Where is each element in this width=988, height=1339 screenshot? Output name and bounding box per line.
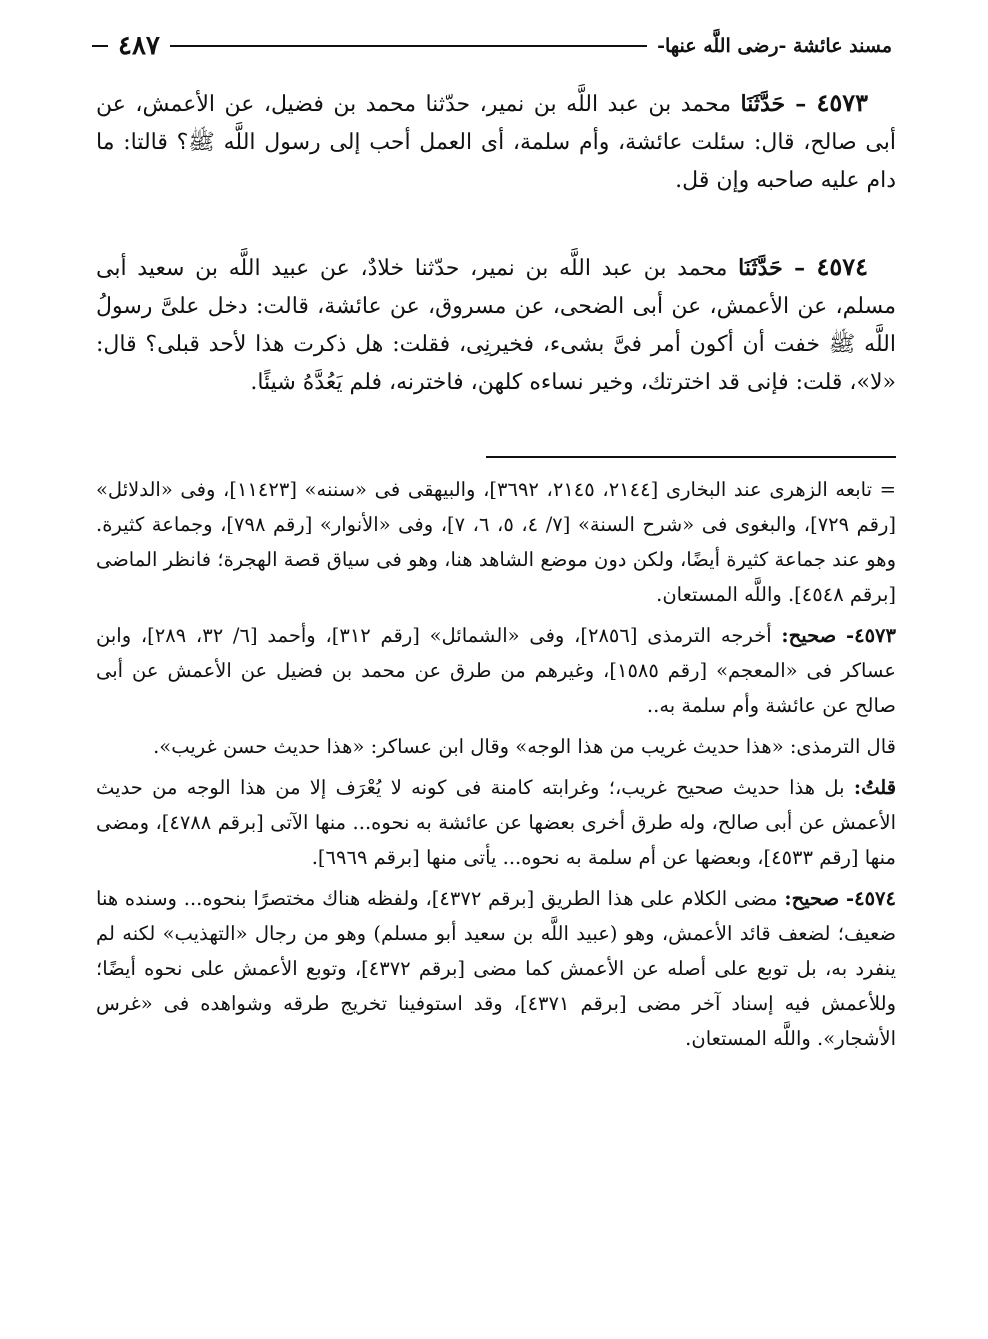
page-number: ٤٨٧ <box>118 31 160 61</box>
note-number: ٤٥٧٤- <box>846 887 896 910</box>
note-number: ٤٥٧٣- <box>846 624 896 647</box>
hadith-number: ٤٥٧٣ <box>816 88 868 117</box>
header-title: مسند عائشة -رضى اللَّه عنها- <box>657 35 892 57</box>
note-continuation: = تابعه الزهرى عند البخارى [٢١٤٤، ٢١٤٥، ٣٦٩٢]، والبيهقى فى «سننه» [١١٤٢٣]، وفى «الدلائل» [رقم ٧٢٩]، والبغوى فى «شرح السنة» [٧/ ٤، ٥، ٦، ٧]، وفى «الأنوار» [رقم ٧٩٨]، وجماعة كثيرة. وهو عند جماعة كثيرة أيضًا، ولكن دون موضع الشاهد هنا، وهو فى سياق قصة الهجرة؛ فانظر الماضى [برقم ٤٥٤٨]. واللَّه المستعان. <box>96 478 897 606</box>
note-qultu-label: قلتُ: <box>853 776 897 799</box>
note-grade: صحيح: <box>781 624 837 647</box>
hadith-4574-body: ٤٥٧٤ – حَدَّثَنَا محمد بن عبد اللَّه بن نمير، حدّثنا خلادٌ، عن عبيد اللَّه بن سعيد أبى مسلم، عن الأعمش، عن أبى الضحى، عن مسروق، عن عائشة، قالت: دخل علىَّ رسولُ اللَّه ﷺ خفت أن أكون أمر فىَّ بشىء، فخيرنِى، فقلت: هل ذكرت هذا لأحد قبلى؟ قال: «لا»، قلت: فإنى قد اخترتك، وخير نساءه كلهن، فاخترنه، فلم يَعُدَّهُ شيئًا. <box>96 252 896 395</box>
note-grade: صحيح: <box>784 887 840 910</box>
running-header <box>92 26 892 66</box>
header-dash <box>92 45 108 47</box>
hadith-4573 <box>96 84 896 200</box>
hadith-4574 <box>96 248 896 402</box>
note-text: أخرجه الترمذى [٢٨٥٦]، وفى «الشمائل» [رقم ٣١٢]، وأحمد [٦/ ٣٢، ٢٨٩]، وابن عساكر فى «المعجم» [رقم ١٥٨٥]، وغيرهم من طرق عن محمد بن فضيل عن الأعمش عن أبى صالح عن عائشة وأم سلمة به.. <box>96 624 896 717</box>
note-text: مضى الكلام على هذا الطريق [برقم ٤٣٧٢]، ولفظه هناك مختصرًا بنحوه... وسنده هنا ضعيف؛ لضعف قائد الأعمش، وهو (عبيد اللَّه بن سعيد أبو مسلم) وهو من رجال «التهذيب» لكنه لم ينفرد به، بل توبع على أصله عن الأعمش كما مضى [برقم ٤٣٧٢]، وتوبع الأعمش على نحوه أيضًا؛ وللأعمش فيه إسناد آخر مضى [برقم ٤٣٧١]، وقد استوفينا تخريج طرقه وشواهده فى «غرس الأشجار». واللَّه المستعان. <box>96 887 896 1050</box>
hadith-text: محمد بن عبد اللَّه بن نمير، حدّثنا محمد بن فضيل، عن الأعمش، عن أبى صالح، قال: سئلت عائشة، وأم سلمة، أى العمل أحب إلى رسول اللَّه ﷺ؟ قالتا: ما دام عليه صاحبه وإن قل. <box>96 92 896 193</box>
header-rule <box>170 45 647 47</box>
note-qultu-text: بل هذا حديث صحيح غريب،؛ وغرابته كامنة فى كونه لا يُعْرَف إلا من هذا الوجه من حديث الأعمش عن أبى صالح، وله طرق أخرى بعضها عن عائشة به نحوه... منها الآتى [برقم ٤٧٨٨]، ومضى منها [رقم ٤٥٣٣]، وبعضها عن أم سلمة به نحوه... يأتى منها [برقم ٦٩٦٩]. <box>96 776 896 869</box>
hadith-4573-body: ٤٥٧٣ – حَدَّثَنَا محمد بن عبد اللَّه بن نمير، حدّثنا محمد بن فضيل، عن الأعمش، عن أبى صالح، قال: سئلت عائشة، وأم سلمة، أى العمل أحب إلى رسول اللَّه ﷺ؟ قالتا: ما دام عليه صاحبه وإن قل. <box>96 88 896 193</box>
note-4574 <box>96 881 896 1056</box>
footnotes <box>96 472 896 1062</box>
hadith-lead: حَدَّثَنَا <box>740 91 786 117</box>
note-4573-tirmidhi: قال الترمذى: «هذا حديث غريب من هذا الوجه» وقال ابن عساكر: «هذا حديث حسن غريب». <box>153 735 896 758</box>
hadith-lead: حَدَّثَنَا <box>738 255 783 281</box>
hadith-text: محمد بن عبد اللَّه بن نمير، حدّثنا خلادٌ، عن عبيد اللَّه بن سعيد أبى مسلم، عن الأعمش، عن أبى الضحى، عن مسروق، عن عائشة، قالت: دخل علىَّ رسولُ اللَّه ﷺ خفت أن أكون أمر فىَّ بشىء، فخيرنِى، فقلت: هل ذكرت هذا لأحد قبلى؟ قال: «لا»، قلت: فإنى قد اخترتك، وخير نساءه كلهن، فاخترنه، فلم يَعُدَّهُ شيئًا. <box>96 256 896 395</box>
note-4573 <box>96 618 896 723</box>
footnote-separator <box>486 456 896 458</box>
hadith-number: ٤٥٧٤ <box>816 252 868 281</box>
note-4573-qultu <box>96 770 896 875</box>
